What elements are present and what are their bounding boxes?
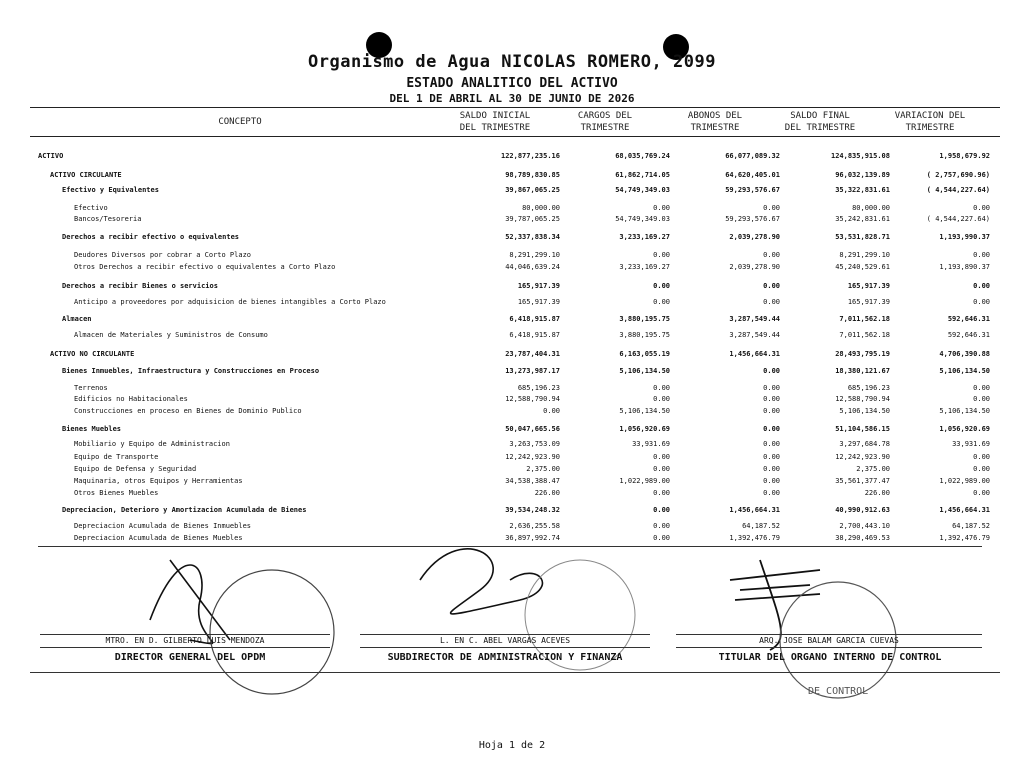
row-value: 0.00 [763, 282, 780, 290]
row-concept: Efectivo y Equivalentes [62, 186, 159, 194]
row-concept: Deudores Diversos por cobrar a Corto Plazo [74, 251, 252, 259]
row-value: 3,880,195.75 [619, 315, 670, 323]
row-value: 0.00 [543, 407, 560, 415]
row-value: 28,493,795.19 [835, 350, 890, 358]
row-concept: Terrenos [74, 384, 108, 392]
row-value: 12,588,790.94 [835, 395, 890, 403]
row-value: 1,056,920.69 [619, 425, 670, 433]
row-value: 12,588,790.94 [505, 395, 560, 403]
row-concept: Equipo de Transporte [74, 453, 159, 461]
row-value: 165,917.39 [847, 298, 890, 306]
row-value: 54,749,349.03 [615, 215, 670, 223]
row-value: 0.00 [973, 298, 990, 306]
row-value: 64,187.52 [952, 522, 990, 530]
report-title: ESTADO ANALITICO DEL ACTIVO [406, 76, 618, 91]
signer-name-2: L. EN C. ABEL VARGAS ACEVES [360, 634, 650, 648]
row-concept: Depreciacion Acumulada de Bienes Inmuebles [74, 522, 252, 530]
signer-role-3: TITULAR DEL ORGANO INTERNO DE CONTROL [718, 652, 942, 663]
row-value: 50,047,665.56 [505, 425, 560, 433]
row-value: 1,456,664.31 [939, 506, 990, 514]
row-concept: Edificios no Habitacionales [74, 395, 188, 403]
row-value: 1,392,476.79 [729, 534, 780, 542]
signer-name-3: ARQ. JOSE BALAM GARCIA CUEVAS [676, 634, 982, 648]
row-value: 2,700,443.10 [839, 522, 890, 530]
row-value: 0.00 [763, 407, 780, 415]
row-value: 0.00 [653, 522, 670, 530]
row-value: 12,242,923.90 [835, 453, 890, 461]
row-value: 592,646.31 [947, 331, 990, 339]
row-value: 122,877,235.16 [500, 152, 560, 160]
table-row [0, 405, 1024, 417]
row-value: 33,931.69 [952, 440, 990, 448]
row-value: 0.00 [973, 465, 990, 473]
header-bottom-rule [30, 136, 1000, 137]
row-value: 0.00 [973, 204, 990, 212]
table-row [0, 365, 1024, 377]
row-value: 0.00 [763, 425, 780, 433]
col-variacion: VARIACION DEL TRIMESTRE [894, 111, 966, 133]
row-value: 0.00 [653, 204, 670, 212]
row-value: 0.00 [973, 489, 990, 497]
row-value: 68,035,769.24 [615, 152, 670, 160]
row-concept: Anticipo a proveedores por adquisicion de bienes intangibles a Corto Plazo [74, 298, 386, 306]
row-value: 0.00 [973, 384, 990, 392]
row-value: 1,958,679.92 [939, 152, 990, 160]
page-title: Organismo de Agua NICOLAS ROMERO, 2099 [308, 52, 716, 72]
row-value: 52,337,838.34 [505, 233, 560, 241]
row-value: 0.00 [653, 251, 670, 259]
row-value: 0.00 [763, 298, 780, 306]
row-value: 2,636,255.58 [509, 522, 560, 530]
row-value: 0.00 [763, 489, 780, 497]
row-value: 64,620,405.01 [725, 171, 780, 179]
row-value: 64,187.52 [742, 522, 780, 530]
row-concept: ACTIVO NO CIRCULANTE [50, 350, 135, 358]
row-value: 40,990,912.63 [835, 506, 890, 514]
signer-role-1: DIRECTOR GENERAL DEL OPDM [114, 652, 266, 663]
table-row [0, 451, 1024, 463]
row-value: 0.00 [763, 465, 780, 473]
col-saldo-inicial: SALDO INICIAL DEL TRIMESTRE [459, 111, 531, 133]
row-value: 1,392,476.79 [939, 534, 990, 542]
table-row [0, 463, 1024, 475]
row-value: 4,706,390.88 [939, 350, 990, 358]
row-value: 0.00 [653, 453, 670, 461]
row-value: 5,106,134.50 [839, 407, 890, 415]
row-value: 33,931.69 [632, 440, 670, 448]
row-value: 3,287,549.44 [729, 315, 780, 323]
row-value: 0.00 [653, 395, 670, 403]
row-value: 1,022,989.00 [939, 477, 990, 485]
row-value: ( 4,544,227.64) [926, 215, 990, 223]
row-value: 44,046,639.24 [505, 263, 560, 271]
row-value: 35,242,831.61 [835, 215, 890, 223]
signer-role-2: SUBDIRECTOR DE ADMINISTRACION Y FINANZA [387, 652, 623, 663]
row-value: 59,293,576.67 [725, 186, 780, 194]
row-value: 6,418,915.87 [509, 315, 560, 323]
row-value: 80,000.00 [852, 204, 890, 212]
row-concept: Otros Bienes Muebles [74, 489, 159, 497]
row-value: 0.00 [763, 453, 780, 461]
row-value: 124,835,915.08 [830, 152, 890, 160]
row-value: 226.00 [534, 489, 560, 497]
row-value: 1,456,664.31 [729, 350, 780, 358]
row-value: ( 2,757,690.96) [926, 171, 990, 179]
table-row [0, 184, 1024, 196]
row-value: 2,375.00 [856, 465, 890, 473]
row-value: 66,077,089.32 [725, 152, 780, 160]
row-value: 3,287,549.44 [729, 331, 780, 339]
table-row [0, 169, 1024, 181]
header-top-rule [30, 107, 1000, 108]
row-value: 0.00 [653, 489, 670, 497]
row-value: 3,233,169.27 [619, 263, 670, 271]
row-value: 0.00 [653, 506, 670, 514]
row-value: 53,531,828.71 [835, 233, 890, 241]
row-value: 0.00 [973, 395, 990, 403]
table-row [0, 213, 1024, 225]
row-value: 98,789,830.85 [505, 171, 560, 179]
col-saldo-final: SALDO FINAL DEL TRIMESTRE [784, 111, 856, 133]
row-value: 5,106,134.50 [939, 407, 990, 415]
row-value: 6,163,055.19 [619, 350, 670, 358]
row-value: 23,787,404.31 [505, 350, 560, 358]
row-value: 0.00 [653, 534, 670, 542]
table-row [0, 231, 1024, 243]
table-row [0, 313, 1024, 325]
row-value: 5,106,134.50 [939, 367, 990, 375]
page-number: Hoja 1 de 2 [478, 740, 546, 751]
row-concept: Bancos/Tesoreria [74, 215, 142, 223]
row-value: 3,880,195.75 [619, 331, 670, 339]
row-value: 0.00 [763, 384, 780, 392]
seal-text: DE CONTROL [808, 686, 869, 697]
row-concept: ACTIVO CIRCULANTE [50, 171, 122, 179]
row-value: 3,263,753.09 [509, 440, 560, 448]
table-row [0, 150, 1024, 162]
row-value: 54,749,349.03 [615, 186, 670, 194]
table-row [0, 475, 1024, 487]
row-value: 685,196.23 [847, 384, 890, 392]
row-value: 0.00 [763, 395, 780, 403]
row-concept: Almacen de Materiales y Suministros de Consumo [74, 331, 268, 339]
row-value: 7,011,562.18 [839, 315, 890, 323]
row-value: 0.00 [763, 440, 780, 448]
table-row [0, 280, 1024, 292]
row-concept: Bienes Muebles [62, 425, 122, 433]
row-value: 165,917.39 [847, 282, 890, 290]
row-value: 59,293,576.67 [725, 215, 780, 223]
row-value: 1,193,890.37 [939, 263, 990, 271]
row-value: 51,104,586.15 [835, 425, 890, 433]
table-row [0, 532, 1024, 544]
row-value: 8,291,299.10 [509, 251, 560, 259]
row-concept: Efectivo [74, 204, 108, 212]
row-value: 7,011,562.18 [839, 331, 890, 339]
row-value: 0.00 [653, 298, 670, 306]
signature-bottom-rule [30, 672, 1000, 673]
row-concept: Bienes Inmuebles, Infraestructura y Construcciones en Proceso [62, 367, 320, 375]
table-row [0, 504, 1024, 516]
table-row [0, 348, 1024, 360]
row-value: 685,196.23 [517, 384, 560, 392]
row-value: 0.00 [973, 282, 990, 290]
row-concept: Depreciacion Acumulada de Bienes Muebles [74, 534, 243, 542]
col-concepto: CONCEPTO [218, 117, 262, 127]
row-value: 0.00 [973, 453, 990, 461]
row-concept: ACTIVO [38, 152, 64, 160]
row-value: 45,240,529.61 [835, 263, 890, 271]
row-value: 18,380,121.67 [835, 367, 890, 375]
row-value: 0.00 [973, 251, 990, 259]
row-value: 226.00 [864, 489, 890, 497]
table-row [0, 296, 1024, 308]
row-concept: Derechos a recibir efectivo o equivalentes [62, 233, 240, 241]
table-row [0, 261, 1024, 273]
row-value: 34,538,388.47 [505, 477, 560, 485]
row-value: 6,418,915.87 [509, 331, 560, 339]
row-concept: Derechos a recibir Bienes o servicios [62, 282, 218, 290]
row-value: 13,273,987.17 [505, 367, 560, 375]
row-value: 0.00 [653, 384, 670, 392]
row-value: 3,297,684.78 [839, 440, 890, 448]
row-value: 165,917.39 [517, 282, 560, 290]
row-value: 5,106,134.50 [619, 367, 670, 375]
row-concept: Mobiliario y Equipo de Administracion [74, 440, 230, 448]
row-value: 61,862,714.05 [615, 171, 670, 179]
col-cargos: CARGOS DEL TRIMESTRE [577, 111, 633, 133]
row-value: 0.00 [763, 367, 780, 375]
report-period: DEL 1 DE ABRIL AL 30 DE JUNIO DE 2026 [389, 92, 635, 105]
row-value: 2,039,278.90 [729, 233, 780, 241]
table-row [0, 329, 1024, 341]
row-value: 8,291,299.10 [839, 251, 890, 259]
row-value: 35,561,377.47 [835, 477, 890, 485]
table-row [0, 520, 1024, 532]
row-value: 2,375.00 [526, 465, 560, 473]
row-concept: Maquinaria, otros Equipos y Herramientas [74, 477, 243, 485]
row-value: 35,322,831.61 [835, 186, 890, 194]
row-value: 0.00 [763, 204, 780, 212]
col-abonos: ABONOS DEL TRIMESTRE [687, 111, 743, 133]
row-value: 165,917.39 [517, 298, 560, 306]
row-concept: Equipo de Defensa y Seguridad [74, 465, 197, 473]
table-row [0, 249, 1024, 261]
table-row [0, 393, 1024, 405]
row-value: ( 4,544,227.64) [926, 186, 990, 194]
table-row [0, 423, 1024, 435]
row-value: 0.00 [763, 477, 780, 485]
row-concept: Construcciones en proceso en Bienes de Dominio Publico [74, 407, 302, 415]
row-value: 3,233,169.27 [619, 233, 670, 241]
signer-name-1: MTRO. EN D. GILBERTO LUIS MENDOZA [40, 634, 330, 648]
row-value: 1,193,990.37 [939, 233, 990, 241]
row-value: 38,290,469.53 [835, 534, 890, 542]
row-value: 0.00 [763, 251, 780, 259]
row-value: 36,897,992.74 [505, 534, 560, 542]
row-value: 39,787,065.25 [505, 215, 560, 223]
row-value: 96,032,139.89 [835, 171, 890, 179]
row-value: 39,534,248.32 [505, 506, 560, 514]
row-value: 0.00 [653, 282, 670, 290]
row-value: 1,456,664.31 [729, 506, 780, 514]
row-value: 39,867,065.25 [505, 186, 560, 194]
row-value: 80,000.00 [522, 204, 560, 212]
table-row [0, 438, 1024, 450]
row-concept: Otros Derechos a recibir efectivo o equivalentes a Corto Plazo [74, 263, 336, 271]
row-value: 1,056,920.69 [939, 425, 990, 433]
table-row [0, 487, 1024, 499]
row-value: 5,106,134.50 [619, 407, 670, 415]
row-value: 592,646.31 [947, 315, 990, 323]
row-concept: Almacen [62, 315, 92, 323]
row-concept: Depreciacion, Deterioro y Amortizacion Acumulada de Bienes [62, 506, 307, 514]
row-value: 12,242,923.90 [505, 453, 560, 461]
row-value: 0.00 [653, 465, 670, 473]
row-value: 1,022,989.00 [619, 477, 670, 485]
row-value: 2,039,278.90 [729, 263, 780, 271]
